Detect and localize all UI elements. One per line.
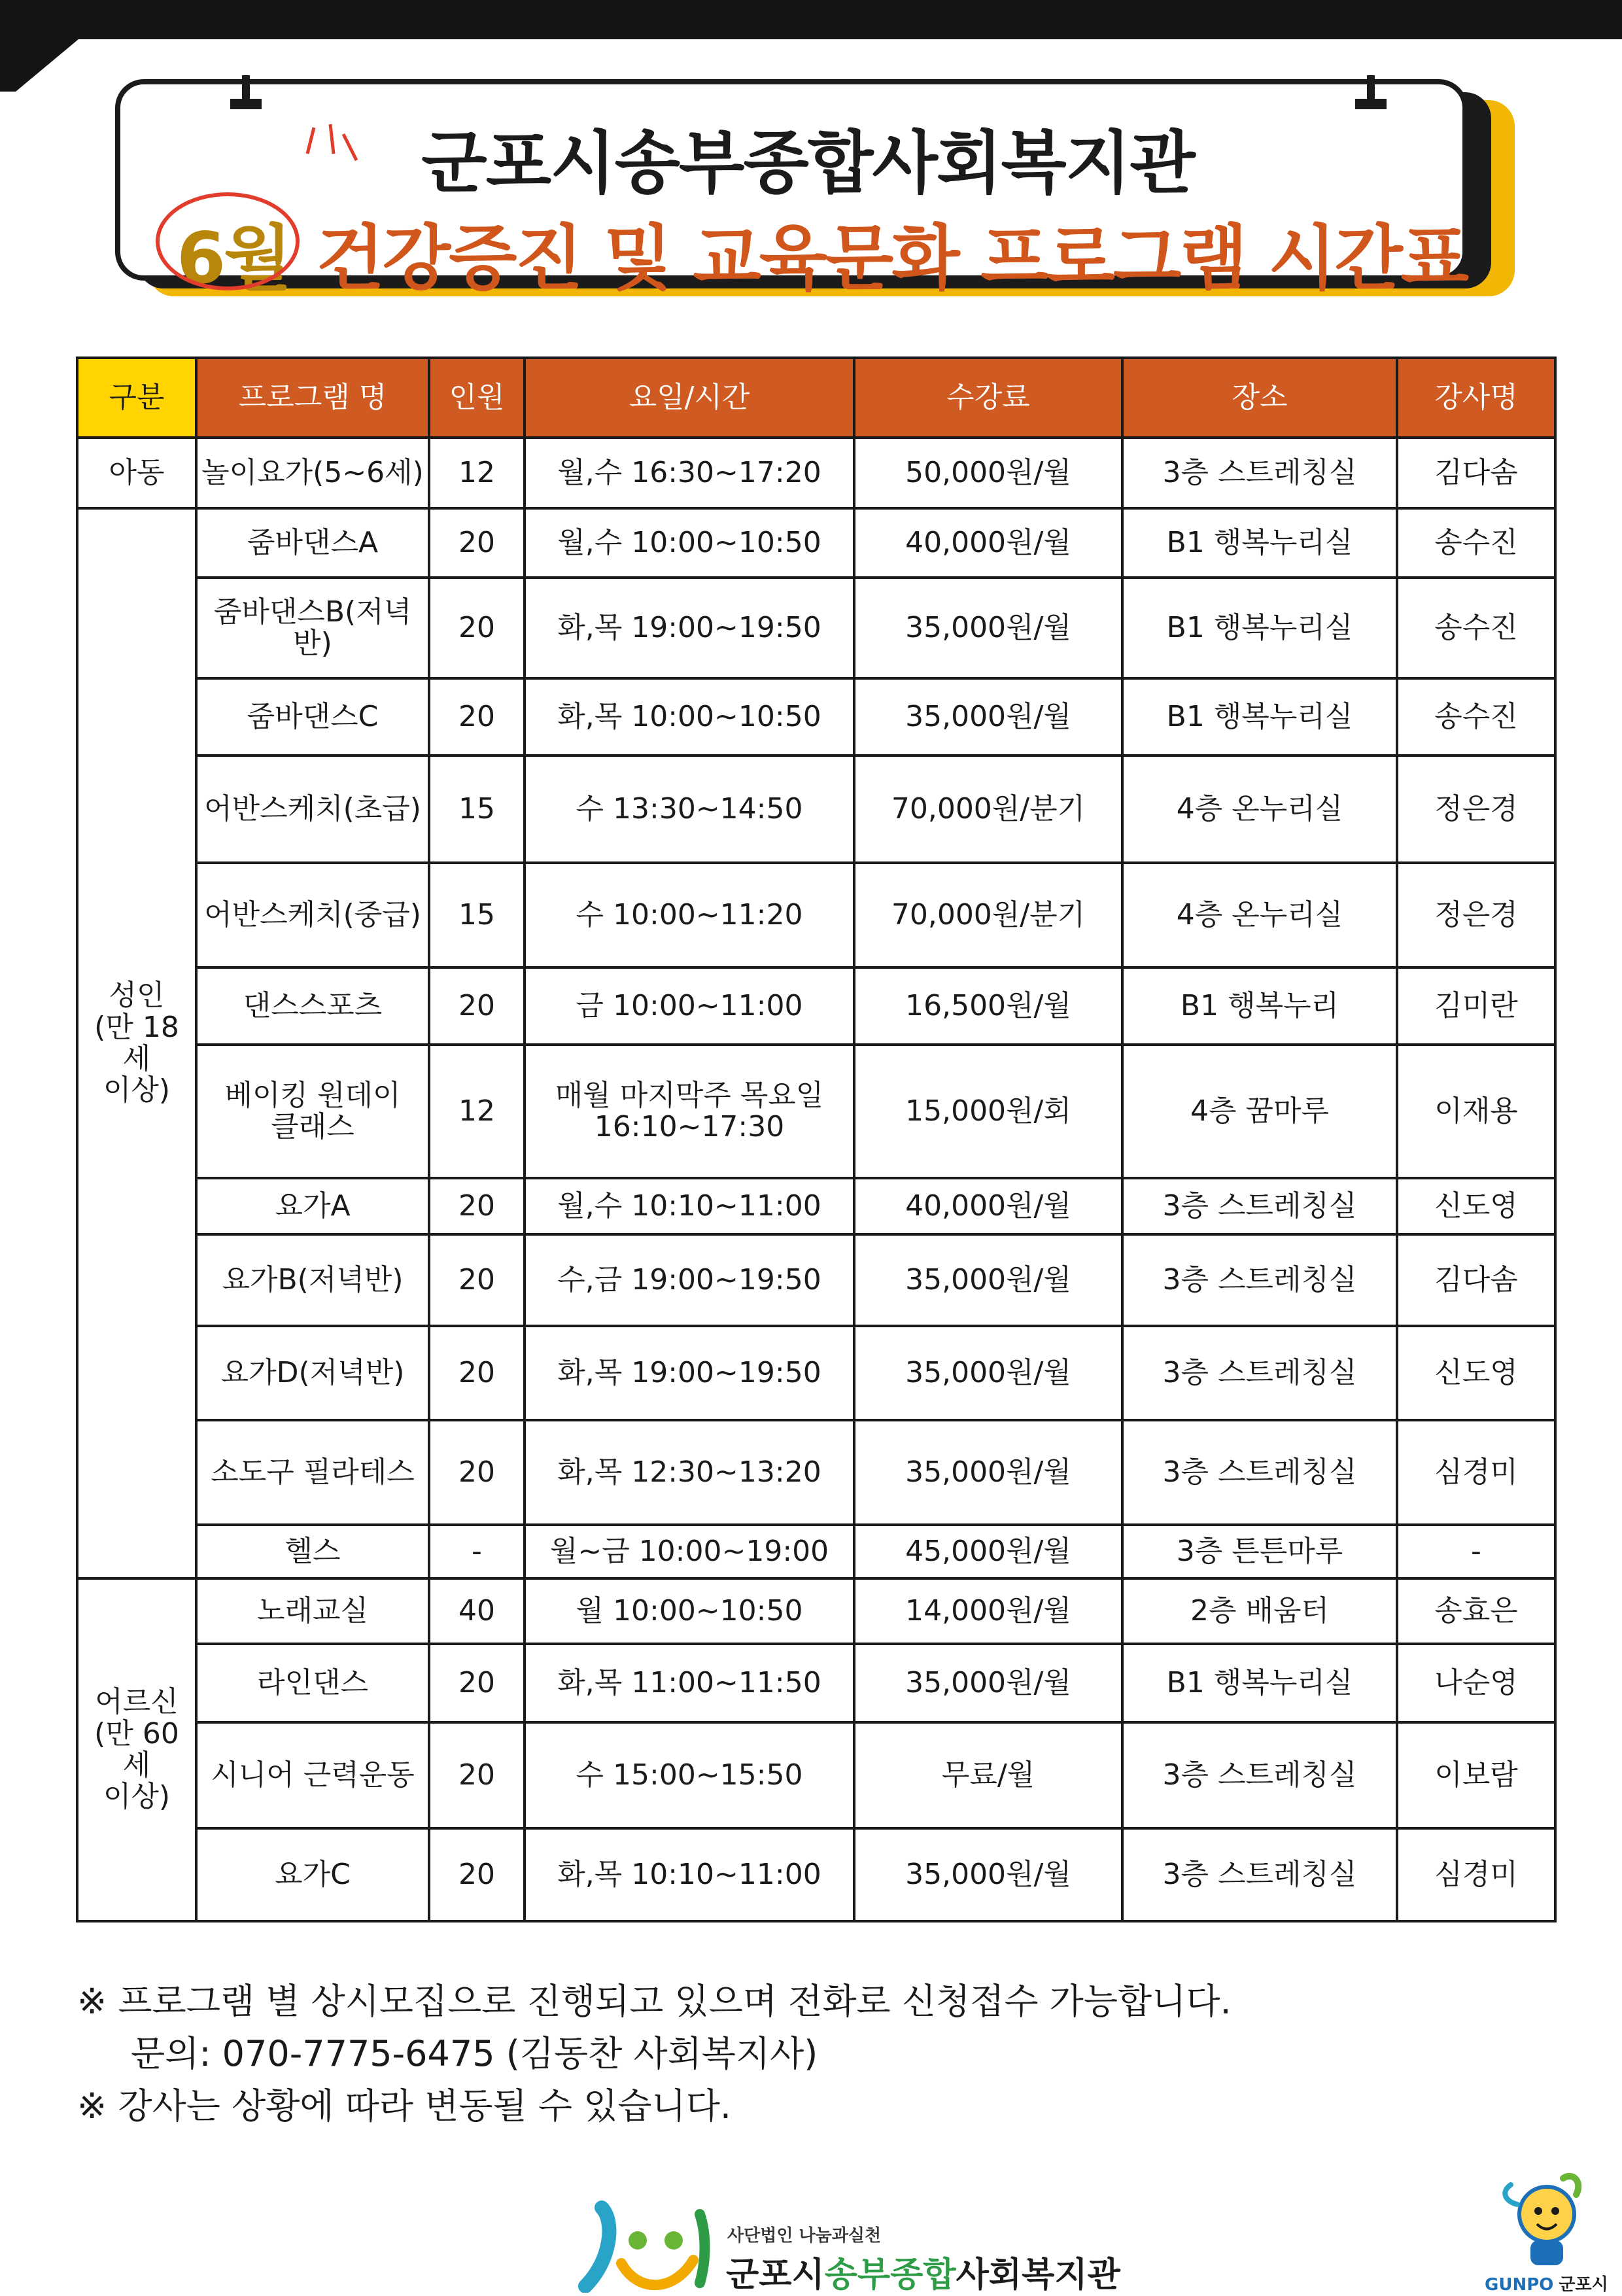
program-name: 요가B(저녁반): [196, 1234, 429, 1326]
table-row: [77, 756, 1555, 863]
table-row: [77, 1234, 1555, 1326]
teacher: 송수진: [1397, 578, 1555, 678]
schedule-time: 수 13:30~14:50: [525, 756, 854, 863]
capacity: 20: [429, 1234, 525, 1326]
capacity: 20: [429, 678, 525, 756]
program-name: 요가D(저녁반): [196, 1326, 429, 1420]
top-black-strip: [0, 0, 1622, 39]
place: B1 행복누리실: [1122, 508, 1397, 578]
schedule-time: 금 10:00~11:00: [525, 967, 854, 1045]
schedule-time: 수,금 19:00~19:50: [525, 1234, 854, 1326]
schedule-time: 수 15:00~15:50: [525, 1722, 854, 1828]
org-name-part-c: 사회복지관: [956, 2255, 1120, 2295]
note-contact: 문의: 070-7775-6475 (김동찬 사회복지사): [131, 2033, 818, 2074]
place: 3층 스트레칭실: [1122, 1722, 1397, 1828]
place: 3층 스트레칭실: [1122, 1828, 1397, 1921]
city-name-ko: 군포시: [1559, 2275, 1608, 2295]
title-program-text: 건강증진 및 교육문화 프로그램 시간표: [316, 217, 1468, 300]
fee: 14,000원/월: [854, 1578, 1122, 1644]
table-row: [77, 1644, 1555, 1722]
fee: 70,000원/분기: [854, 863, 1122, 967]
fee: 70,000원/분기: [854, 756, 1122, 863]
header-capacity: 인원: [429, 358, 525, 438]
city-name-en: GUNPO: [1485, 2275, 1554, 2295]
capacity: 20: [429, 578, 525, 678]
teacher: 신도영: [1397, 1326, 1555, 1420]
teacher: 신도영: [1397, 1178, 1555, 1234]
group-child: 아동: [77, 438, 196, 508]
capacity: 40: [429, 1578, 525, 1644]
schedule-time: 화,목 19:00~19:50: [525, 1326, 854, 1420]
place: 3층 스트레칭실: [1122, 1178, 1397, 1234]
teacher: 김미란: [1397, 967, 1555, 1045]
schedule-time: 화,목 11:00~11:50: [525, 1644, 854, 1722]
capacity: 12: [429, 438, 525, 508]
place: 3층 스트레칭실: [1122, 1420, 1397, 1525]
table-header-row: [77, 358, 1555, 438]
fee: 35,000원/월: [854, 1420, 1122, 1525]
corner-decoration: [0, 0, 105, 92]
schedule-time: 수 10:00~11:20: [525, 863, 854, 967]
city-logo: [1485, 2165, 1609, 2293]
program-name: 시니어 근력운동: [196, 1722, 429, 1828]
place: 4층 온누리실: [1122, 756, 1397, 863]
schedule-time: 화,목 10:00~10:50: [525, 678, 854, 756]
program-name: 줌바댄스C: [196, 678, 429, 756]
capacity: 20: [429, 508, 525, 578]
group-adult: 성인 (만 18세 이상): [77, 508, 196, 1578]
note-registration: ※ 프로그램 별 상시모집으로 진행되고 있으며 전화로 신청접수 가능합니다.: [77, 1981, 1232, 2022]
teacher: 김다솜: [1397, 1234, 1555, 1326]
place: 3층 스트레칭실: [1122, 438, 1397, 508]
title-org-name: 군포시송부종합사회복지관: [421, 123, 1194, 203]
schedule-time: 월,수 10:00~10:50: [525, 508, 854, 578]
fee: 35,000원/월: [854, 1234, 1122, 1326]
schedule-time: 화,목 10:10~11:00: [525, 1828, 854, 1921]
table-row: [77, 1420, 1555, 1525]
program-name: 줌바댄스A: [196, 508, 429, 578]
program-name: 라인댄스: [196, 1644, 429, 1722]
fee: 무료/월: [854, 1722, 1122, 1828]
table-row: [77, 1045, 1555, 1178]
place: B1 행복누리실: [1122, 678, 1397, 756]
fee: 45,000원/월: [854, 1525, 1122, 1578]
place: B1 행복누리실: [1122, 578, 1397, 678]
program-name: 댄스스포츠: [196, 967, 429, 1045]
schedule-time: 화,목 19:00~19:50: [525, 578, 854, 678]
fee: 35,000원/월: [854, 1326, 1122, 1420]
place: 2층 배움터: [1122, 1578, 1397, 1644]
table-row: [77, 1578, 1555, 1644]
fee: 35,000원/월: [854, 1828, 1122, 1921]
capacity: 20: [429, 1644, 525, 1722]
header-schedule: 요일/시간: [525, 358, 854, 438]
notes-section: [77, 1975, 1232, 2132]
month-circle-mark: [156, 192, 300, 290]
table-row: [77, 1525, 1555, 1578]
table-row: [77, 438, 1555, 508]
program-name: 어반스케치(중급): [196, 863, 429, 967]
title-subtitle: [170, 209, 1468, 300]
city-name: [1485, 2271, 1608, 2295]
teacher: 정은경: [1397, 756, 1555, 863]
table-row: [77, 1828, 1555, 1921]
schedule-time: 월,수 10:10~11:00: [525, 1178, 854, 1234]
capacity: 20: [429, 1326, 525, 1420]
header-fee: 수강료: [854, 358, 1122, 438]
title-banner: [111, 75, 1530, 311]
org-logo: [566, 2195, 1120, 2295]
schedule-time: 월~금 10:00~19:00: [525, 1525, 854, 1578]
table-row: [77, 1326, 1555, 1420]
fee: 40,000원/월: [854, 508, 1122, 578]
schedule-time: 월,수 16:30~17:20: [525, 438, 854, 508]
org-parent-name: 사단법인 나눔과실천: [727, 2226, 882, 2246]
note-teacher-change: ※ 강사는 상황에 따라 변동될 수 있습니다.: [77, 2085, 732, 2127]
org-logo-mark: [566, 2195, 723, 2293]
capacity: -: [429, 1525, 525, 1578]
place: 3층 스트레칭실: [1122, 1234, 1397, 1326]
teacher: 송수진: [1397, 508, 1555, 578]
place: B1 행복누리실: [1122, 1644, 1397, 1722]
capacity: 20: [429, 1178, 525, 1234]
teacher: 송수진: [1397, 678, 1555, 756]
capacity: 20: [429, 967, 525, 1045]
title-month: [170, 201, 296, 303]
header-program: 프로그램 명: [196, 358, 429, 438]
program-name: 어반스케치(초급): [196, 756, 429, 863]
program-name: 헬스: [196, 1525, 429, 1578]
fee: 35,000원/월: [854, 578, 1122, 678]
place: 4층 꿈마루: [1122, 1045, 1397, 1178]
capacity: 20: [429, 1828, 525, 1921]
header-category: 구분: [77, 358, 196, 438]
teacher: 심경미: [1397, 1420, 1555, 1525]
fee: 35,000원/월: [854, 1644, 1122, 1722]
fee: 35,000원/월: [854, 678, 1122, 756]
capacity: 15: [429, 863, 525, 967]
header-teacher: 강사명: [1397, 358, 1555, 438]
program-name: 놀이요가(5~6세): [196, 438, 429, 508]
org-name-part-b: 송부종합: [824, 2255, 956, 2295]
place: B1 행복누리: [1122, 967, 1397, 1045]
table-row: [77, 508, 1555, 578]
place: 4층 온누리실: [1122, 863, 1397, 967]
teacher: 나순영: [1397, 1644, 1555, 1722]
teacher: 이보람: [1397, 1722, 1555, 1828]
teacher: 이재용: [1397, 1045, 1555, 1178]
program-name: 요가A: [196, 1178, 429, 1234]
group-senior: 어르신 (만 60세 이상): [77, 1578, 196, 1921]
org-name-part-a: 군포시: [726, 2255, 825, 2295]
table-row: [77, 578, 1555, 678]
program-name: 노래교실: [196, 1578, 429, 1644]
teacher: 정은경: [1397, 863, 1555, 967]
capacity: 12: [429, 1045, 525, 1178]
table-row: [77, 1722, 1555, 1828]
schedule-time: 월 10:00~10:50: [525, 1578, 854, 1644]
schedule-time: 화,목 12:30~13:20: [525, 1420, 854, 1525]
fee: 15,000원/회: [854, 1045, 1122, 1178]
schedule-table: [76, 357, 1557, 1922]
teacher: 김다솜: [1397, 438, 1555, 508]
place: 3층 튼튼마루: [1122, 1525, 1397, 1578]
schedule-time: 매월 마지막주 목요일 16:10~17:30: [525, 1045, 854, 1178]
fee: 40,000원/월: [854, 1178, 1122, 1234]
capacity: 20: [429, 1420, 525, 1525]
teacher: -: [1397, 1525, 1555, 1578]
teacher: 심경미: [1397, 1828, 1555, 1921]
teacher: 송효은: [1397, 1578, 1555, 1644]
city-mascot-icon: [1485, 2165, 1609, 2270]
header-place: 장소: [1122, 358, 1397, 438]
title-month-text: 6월: [177, 217, 290, 300]
fee: 16,500원/월: [854, 967, 1122, 1045]
table-row: [77, 967, 1555, 1045]
program-name: 베이킹 원데이 클래스: [196, 1045, 429, 1178]
table-row: [77, 1178, 1555, 1234]
program-name: 요가C: [196, 1828, 429, 1921]
capacity: 20: [429, 1722, 525, 1828]
fee: 50,000원/월: [854, 438, 1122, 508]
table-row: [77, 678, 1555, 756]
table-row: [77, 863, 1555, 967]
capacity: 15: [429, 756, 525, 863]
place: 3층 스트레칭실: [1122, 1326, 1397, 1420]
org-name: [726, 2247, 1120, 2296]
program-name: 줌바댄스B(저녁반): [196, 578, 429, 678]
program-name: 소도구 필라테스: [196, 1420, 429, 1525]
